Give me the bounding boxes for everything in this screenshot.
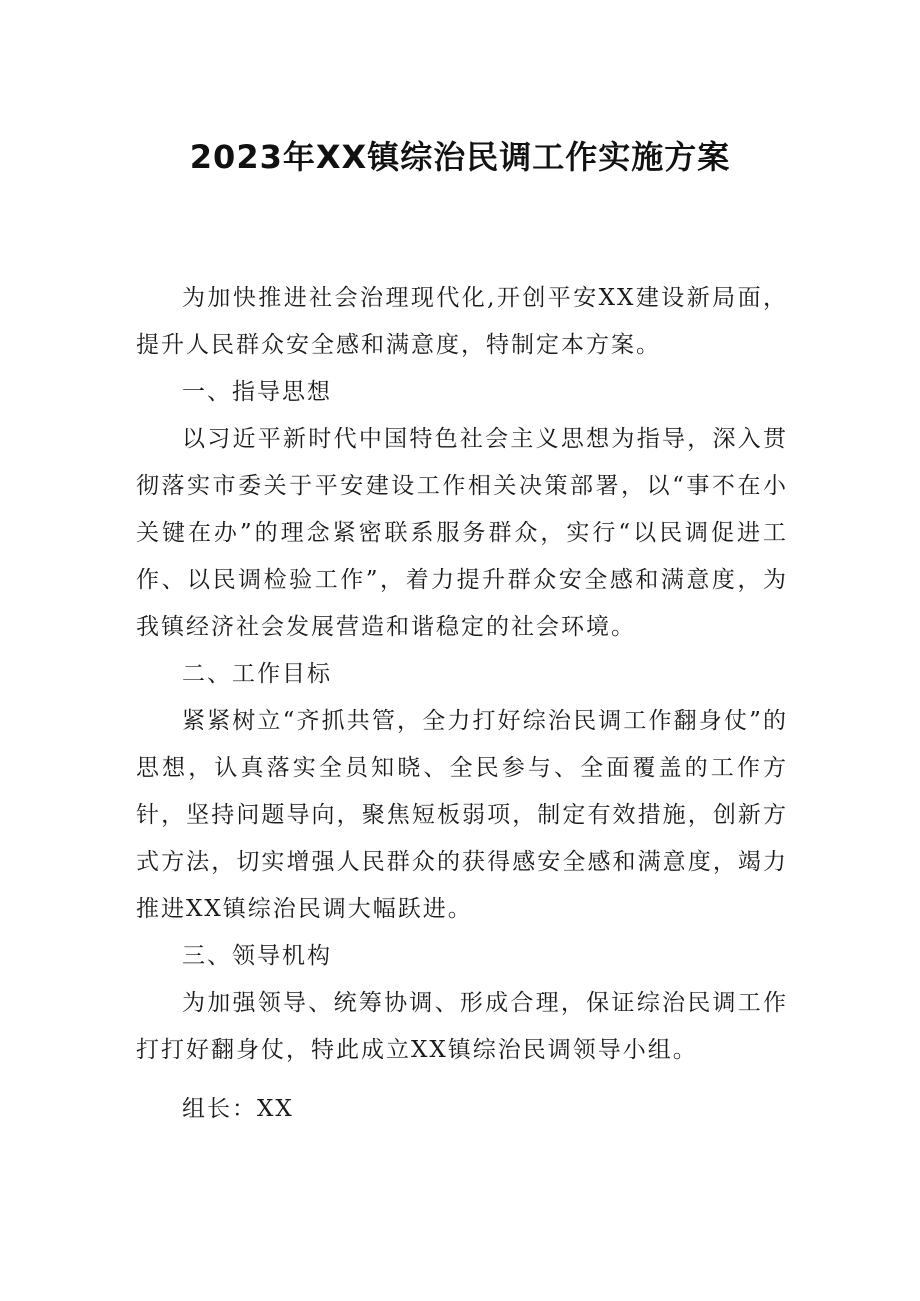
document-title: 2023年XX镇综治民调工作实施方案 — [189, 138, 731, 176]
section-body-leadership: 为加强领导、统筹协调、形成合理，保证综治民调工作打打好翻身仗，特此成立XX镇综治民调领导小组。 — [136, 990, 788, 1063]
section-heading-work-goals: 二、工作目标 — [182, 661, 332, 687]
section-heading-guiding-ideology: 一、指导思想 — [182, 379, 332, 405]
section-heading-leadership: 三、领导机构 — [182, 943, 332, 969]
group-leader-line: 组长：XX — [182, 1096, 294, 1122]
section-body-work-goals: 紧紧树立“齐抓共管，全力打好综治民调工作翻身仗”的思想，认真落实全员知晓、全民参与、全面覆盖的工作方针，坚持问题导向，聚焦短板弱项，制定有效措施，创新方式方法，切实增强人民群众的获得感安全感和满意度，竭力推进XX镇综治民调大幅跃进。 — [136, 708, 788, 922]
intro-paragraph: 为加快推进社会治理现代化,开创平安XX建设新局面，提升人民群众安全感和满意度，特制定本方案。 — [136, 285, 788, 358]
section-body-guiding-ideology: 以习近平新时代中国特色社会主义思想为指导，深入贯彻落实市委关于平安建设工作相关决策部署，以“事不在小关键在办”的理念紧密联系服务群众，实行“以民调促进工作、以民调检验工作”，着力提升群众安全感和满意度，为我镇经济社会发展营造和谐稳定的社会环境。 — [136, 426, 788, 640]
document-body — [136, 275, 788, 1133]
